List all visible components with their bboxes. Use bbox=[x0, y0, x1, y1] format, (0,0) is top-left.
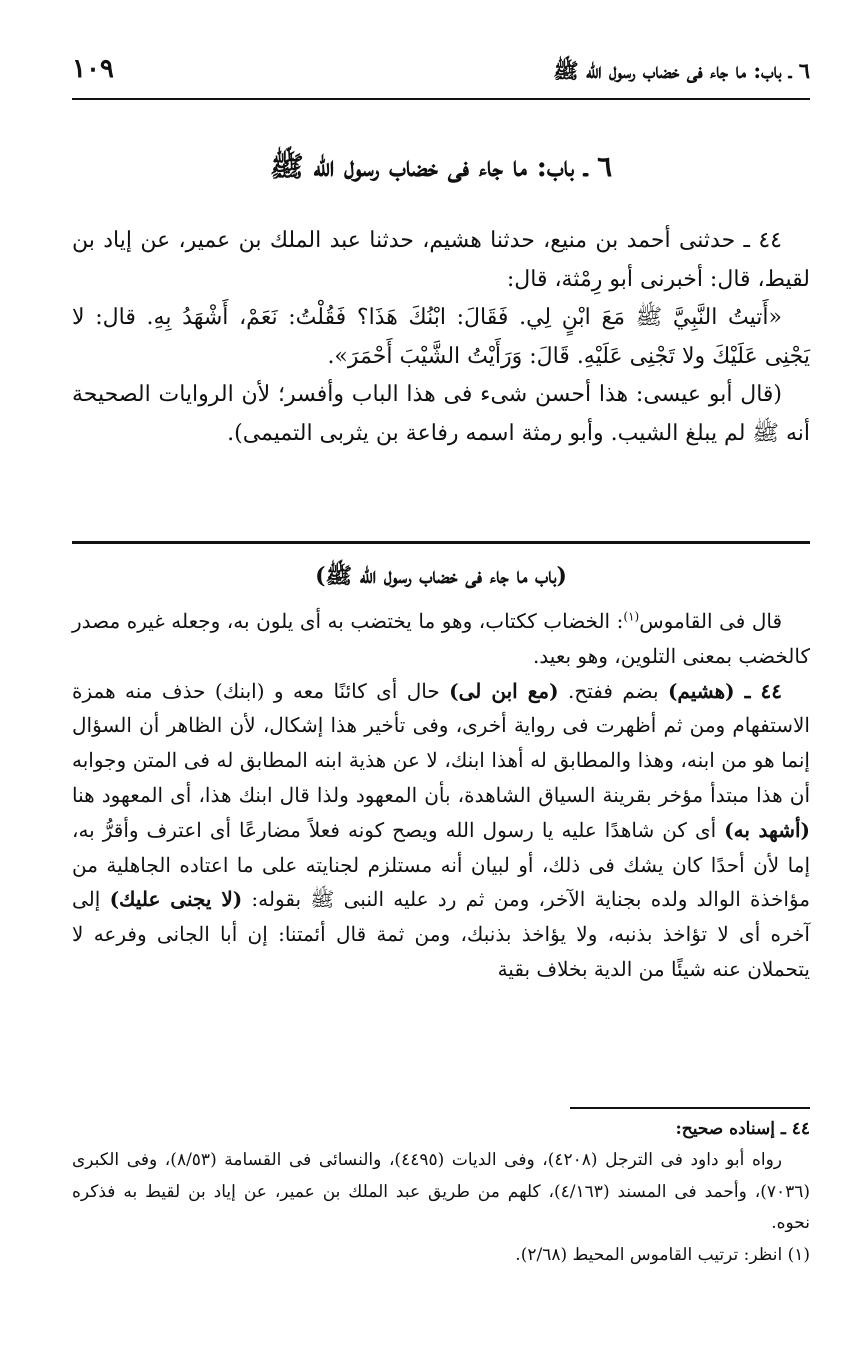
grade-label: ٤٤ ـ إسناده صحيح: bbox=[675, 1119, 810, 1139]
footnote-takhrij: رواه أبو داود فى الترجل (٤٢٠٨)، وفى الديات (٤٤٩٥)، والنسائى فى القسامة (٨/٥٣)، وفى الكبرى (٧٠٣٦)، وأحمد فى المسند (٤/١٦٣)، كلهم من طريق عبد الملك بن عمير، عن إياد بن لقيط به فذكره نحوه. bbox=[72, 1150, 810, 1234]
footnote-rule bbox=[570, 1107, 810, 1109]
hadith-section bbox=[72, 222, 810, 453]
commentary-text: : الخضاب ككتاب، وهو ما يختضب به أى يلون به، وجعله غيره مصدر كالخضب بمعنى التلوين، وهو بعيد. bbox=[72, 609, 810, 668]
gloss-lemma: ٤٤ ـ (هشيم) bbox=[667, 678, 782, 703]
footnote-1: (١) انظر: ترتيب القاموس المحيط (٢/٦٨). bbox=[515, 1244, 810, 1265]
gloss-lemma: (مع ابن لى) bbox=[449, 678, 559, 703]
commentary-paragraph-2 bbox=[72, 674, 810, 987]
page-number: ١٠٩ bbox=[72, 54, 114, 84]
section-divider bbox=[72, 541, 810, 544]
commentary-text: قال فى القاموس bbox=[639, 609, 783, 633]
footnotes bbox=[72, 1114, 810, 1271]
commentary-text: بضم ففتح. bbox=[558, 678, 668, 703]
commentary-heading: (باب ما جاء فى خضاب رسول الله ﷺ) bbox=[315, 563, 567, 589]
commentary-paragraph-1 bbox=[72, 604, 810, 674]
gloss-lemma: (لا يجنى عليك) bbox=[109, 887, 243, 912]
header-rule bbox=[72, 98, 810, 100]
commentary-text: إلى آخره أى لا تؤاخذ بذنبه، ولا يؤاخذ بذنبك، ومن ثمة قال أئمتنا: إن أبا الجانى وفرعه لا يتحملان عنه شيئًا من الدية بخلاف بقية bbox=[72, 887, 810, 981]
hadith-comment: (قال أبو عيسى: هذا أحسن شىء فى هذا الباب وأفسر؛ لأن الروايات الصحيحة أنه ﷺ لم يبلغ الشيب. وأبو رمثة اسمه رفاعة بن يثربى التميمى). bbox=[72, 382, 810, 446]
gloss-lemma: (أشهد به) bbox=[724, 817, 810, 842]
commentary-text: حال أى كائنًا معه و (ابنك) حذف منه همزة الاستفهام ومن ثم أظهرت فى رواية أخرى، وفى تأخير هذا إشكال، لأن الظاهر أن السؤال إنما هو من ابنه، وهذا والمطابق له أهذا ابنك، لا عن هذية ابنه المطابق له فى المتن وجوابه أن هذا مبتدأ مؤخر بقرينة السياق الشاهدة، بأن المعهود ولذا قال ابنك هذا، أى المعهود هنا bbox=[72, 678, 810, 807]
commentary-text: أى كن شاهدًا عليه يا رسول الله ويصح كونه فعلاً مضارعًا أى اعترف وأقرُّ به، إما لأن أحدًا كان يشك فى ذلك، أو لبيان أنه مستلزم لجنايته على ما اعتاده الجاهلية من مؤاخذة الوالد ولده بجناية الآخر، ومن ثم رد عليه النبى ﷺ بقوله: bbox=[72, 817, 810, 912]
footnote-reference: (١) bbox=[623, 609, 640, 624]
hadith-isnad: ٤٤ ـ حدثنى أحمد بن منيع، حدثنا هشيم، حدثنا عبد الملك بن عمير، عن إياد بن لقيط، قال: أخبرنى أبو رِمْثة، قال: bbox=[72, 228, 810, 292]
running-header bbox=[72, 52, 810, 92]
footnote-grade bbox=[72, 1114, 810, 1145]
commentary-section bbox=[72, 604, 810, 987]
running-title: ٦ ـ باب: ما جاء فى خضاب رسول الله ﷺ bbox=[553, 58, 810, 83]
chapter-title: ٦ ـ باب: ما جاء فى خضاب رسول الله ﷺ bbox=[269, 150, 613, 183]
hadith-matn: «أَتيتُ النَّبِيَّ ﷺ مَعَ ابْنٍ لِي. فَقَالَ: ابْنُكَ هَذَا؟ فَقُلْتُ: نَعَمْ، أَشْهَدُ بِهِ. قال: لا يَجْنِى عَلَيْكَ ولا تَجْنِى عَلَيْهِ. قَالَ: وَرَأَيْتُ الشَّيْبَ أَحْمَرَ». bbox=[72, 305, 810, 369]
